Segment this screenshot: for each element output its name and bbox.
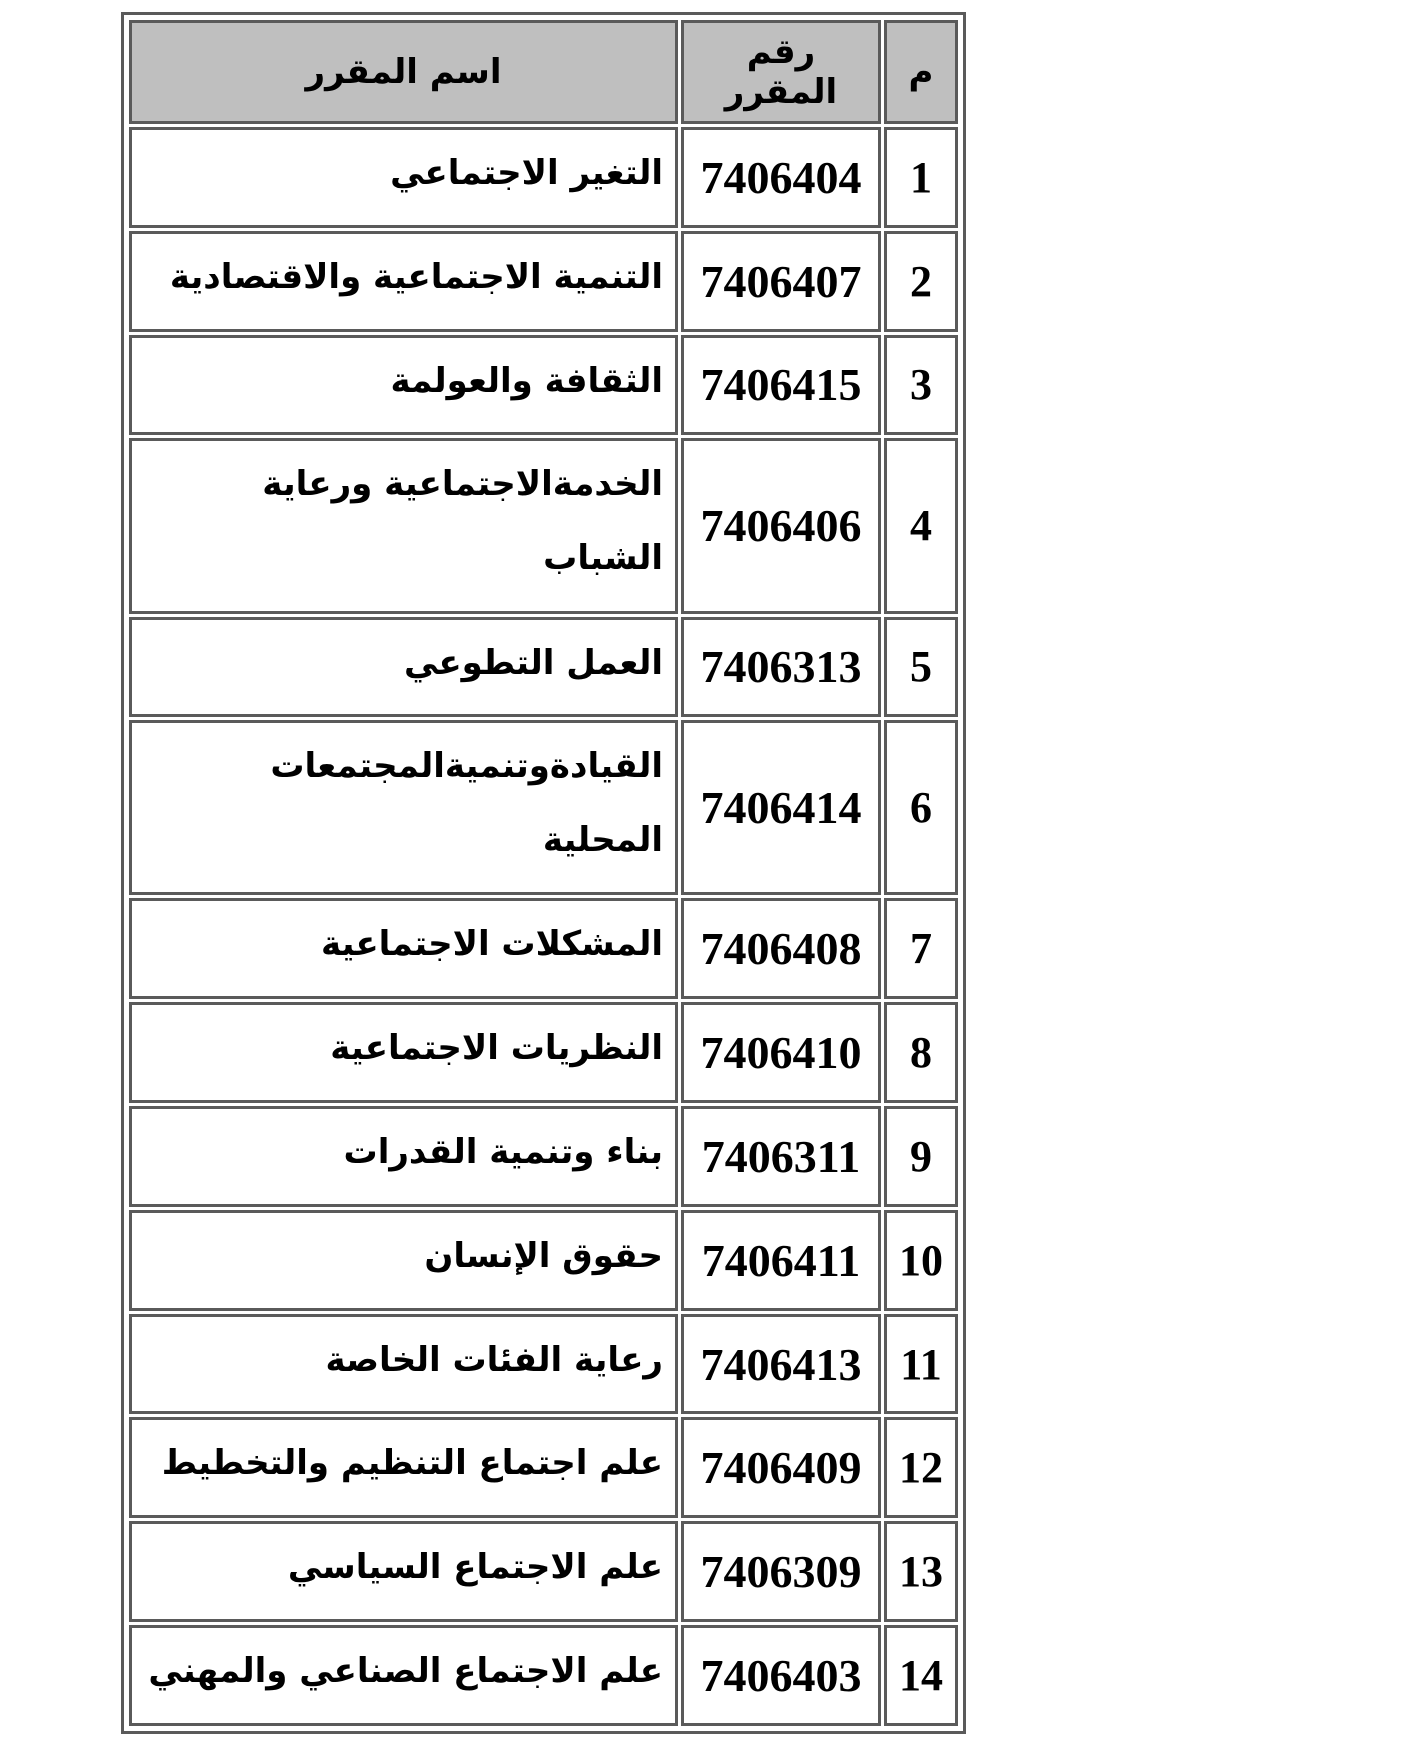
table-row bbox=[129, 1417, 958, 1518]
course-name: التغير الاجتماعي bbox=[129, 127, 678, 228]
row-index: 10 bbox=[884, 1210, 958, 1311]
table-row bbox=[129, 438, 958, 613]
table-row bbox=[129, 1521, 958, 1622]
header-course-name: اسم المقرر bbox=[129, 20, 678, 124]
row-index: 2 bbox=[884, 231, 958, 332]
course-name: بناء وتنمية القدرات bbox=[129, 1106, 678, 1207]
table-row bbox=[129, 127, 958, 228]
course-code: 7406410 bbox=[681, 1002, 881, 1103]
table-row bbox=[129, 1106, 958, 1207]
row-index: 1 bbox=[884, 127, 958, 228]
course-code: 7406408 bbox=[681, 898, 881, 999]
table-row bbox=[129, 1625, 958, 1726]
course-name: علم الاجتماع السياسي bbox=[129, 1521, 678, 1622]
row-index: 14 bbox=[884, 1625, 958, 1726]
table-header-row bbox=[129, 20, 958, 124]
header-course-code: رقم المقرر bbox=[681, 20, 881, 124]
course-code: 7406411 bbox=[681, 1210, 881, 1311]
row-index: 4 bbox=[884, 438, 958, 613]
row-index: 11 bbox=[884, 1314, 958, 1415]
course-code: 7406409 bbox=[681, 1417, 881, 1518]
row-index: 3 bbox=[884, 335, 958, 436]
table-row bbox=[129, 231, 958, 332]
table-row bbox=[129, 898, 958, 999]
table-row bbox=[129, 617, 958, 718]
courses-table bbox=[126, 17, 961, 1729]
course-code: 7406406 bbox=[681, 438, 881, 613]
courses-table-frame bbox=[121, 12, 966, 1734]
course-code: 7406414 bbox=[681, 720, 881, 895]
course-code: 7406415 bbox=[681, 335, 881, 436]
course-name: الثقافة والعولمة bbox=[129, 335, 678, 436]
table-row bbox=[129, 1002, 958, 1103]
course-name: القيادةوتنميةالمجتمعات المحلية bbox=[129, 720, 678, 895]
row-index: 6 bbox=[884, 720, 958, 895]
header-index: م bbox=[884, 20, 958, 124]
row-index: 5 bbox=[884, 617, 958, 718]
course-code: 7406413 bbox=[681, 1314, 881, 1415]
course-code: 7406403 bbox=[681, 1625, 881, 1726]
table-row bbox=[129, 720, 958, 895]
course-name: العمل التطوعي bbox=[129, 617, 678, 718]
course-name: التنمية الاجتماعية والاقتصادية bbox=[129, 231, 678, 332]
course-name: المشكلات الاجتماعية bbox=[129, 898, 678, 999]
course-code: 7406311 bbox=[681, 1106, 881, 1207]
course-name: علم الاجتماع الصناعي والمهني bbox=[129, 1625, 678, 1726]
course-name: الخدمةالاجتماعية ورعاية الشباب bbox=[129, 438, 678, 613]
row-index: 7 bbox=[884, 898, 958, 999]
row-index: 8 bbox=[884, 1002, 958, 1103]
course-name: حقوق الإنسان bbox=[129, 1210, 678, 1311]
course-code: 7406404 bbox=[681, 127, 881, 228]
course-name: النظريات الاجتماعية bbox=[129, 1002, 678, 1103]
row-index: 9 bbox=[884, 1106, 958, 1207]
course-code: 7406407 bbox=[681, 231, 881, 332]
course-name: رعاية الفئات الخاصة bbox=[129, 1314, 678, 1415]
table-row bbox=[129, 335, 958, 436]
course-code: 7406309 bbox=[681, 1521, 881, 1622]
row-index: 13 bbox=[884, 1521, 958, 1622]
row-index: 12 bbox=[884, 1417, 958, 1518]
course-name: علم اجتماع التنظيم والتخطيط bbox=[129, 1417, 678, 1518]
course-code: 7406313 bbox=[681, 617, 881, 718]
table-row bbox=[129, 1314, 958, 1415]
table-row bbox=[129, 1210, 958, 1311]
